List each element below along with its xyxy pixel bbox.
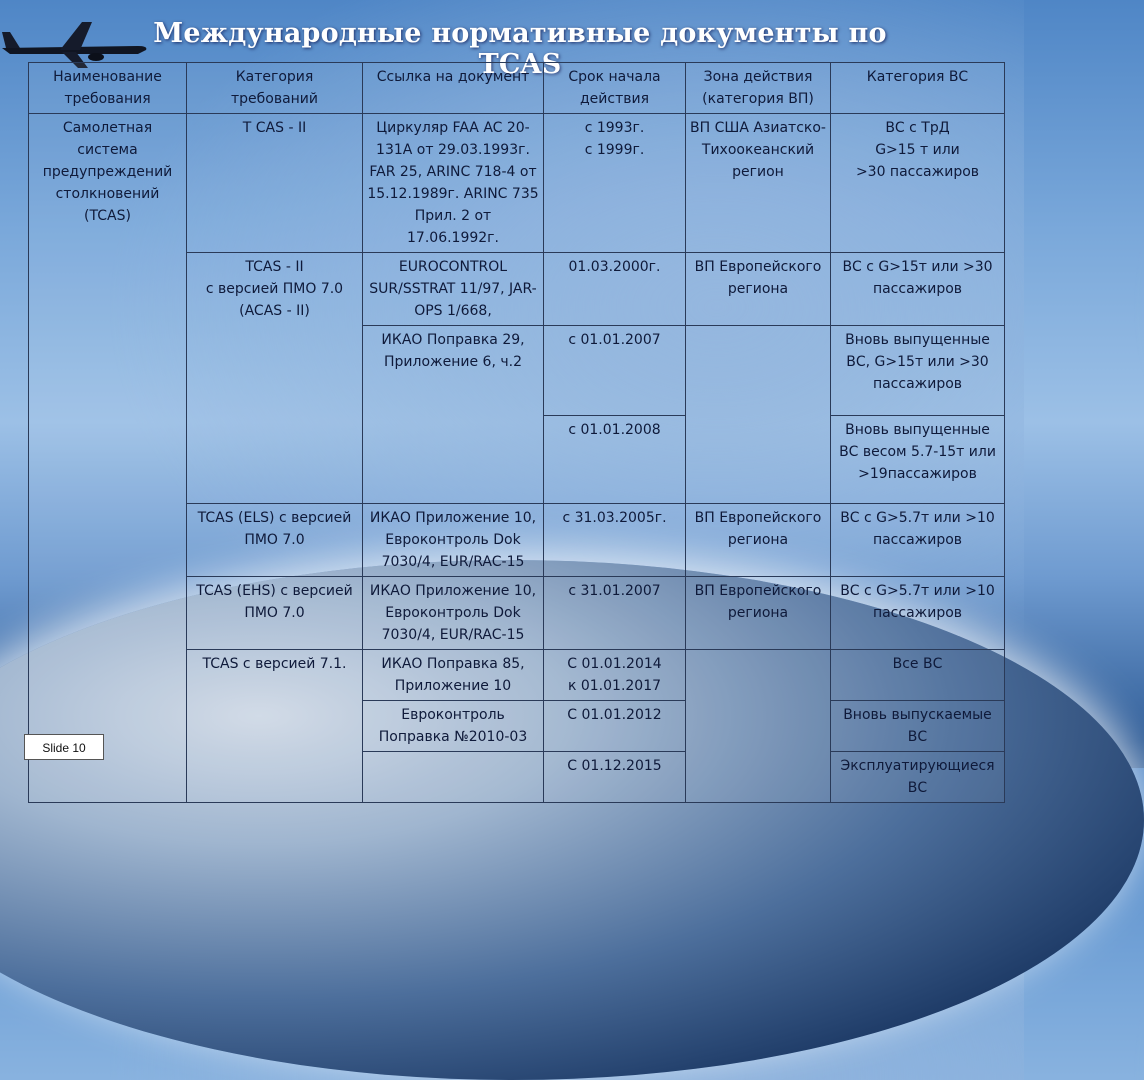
cell-zone [686,650,831,803]
header-start: Срок начала действия [544,63,686,114]
table-row [29,114,1005,253]
cell-start: с 31.03.2005г. [544,504,686,577]
cell-start: с 01.01.2007 [544,326,686,416]
cell-link: EUROCONTROL SUR/SSTRAT 11/97, JAR-OPS 1/668, [363,253,544,326]
cell-category: TCAS (EHS) с версией ПМО 7.0 [187,577,363,650]
start-date-line: с 1999г. [584,142,645,158]
cell-link: ИКАО Приложение 10, Евроконтроль Dok 7030/4, EUR/RAC-15 [363,504,544,577]
slide-number-label: Slide 10 [24,734,104,760]
cell-category: TCAS с версией 7.1. [187,650,363,803]
cell-aircraft: Все ВС [831,650,1005,701]
cell-start: с 31.01.2007 [544,577,686,650]
category-line: TCAS - II [245,259,304,275]
category-line: с версией ПМО 7.0 [205,281,344,297]
cell-aircraft [831,114,1005,253]
header-zone: Зона действия (категория ВП) [686,63,831,114]
header-link: Ссылка на документ [363,63,544,114]
header-category: Категория требований [187,63,363,114]
cell-aircraft: Эксплуатирующиеся ВС [831,752,1005,803]
cell-category: TCAS (ELS) с версией ПМО 7.0 [187,504,363,577]
cell-start [544,114,686,253]
cell-aircraft: Вновь выпускаемые ВС [831,701,1005,752]
page-title: Международные нормативные документы по TCAS [153,18,887,80]
cell-start: С 01.01.2012 [544,701,686,752]
cell-start: 01.03.2000г. [544,253,686,326]
cell-link: Евроконтроль Поправка №2010-03 [363,701,544,752]
cell-aircraft: ВС с G>5.7т или >10 пассажиров [831,504,1005,577]
cell-zone: ВП Европейского региона [686,504,831,577]
cell-link: Циркуляр FAA AC 20-131A от 29.03.1993г. FAR 25, ARINC 718-4 от 15.12.1989г. ARINC 735 Прил. 2 от 17.06.1992г. [363,114,544,253]
aircraft-line: ВС с ТрД [885,120,950,136]
cell-link: ИКАО Поправка 85, Приложение 10 [363,650,544,701]
cell-aircraft: Вновь выпущенные ВС весом 5.7-15т или >19пассажиров [831,416,1005,504]
aircraft-line: >30 пассажиров [855,164,980,180]
cell-requirement-name: Самолетная система предупреждений столкновений (TCAS) [29,114,187,803]
cell-link: ИКАО Приложение 10, Евроконтроль Dok 7030/4, EUR/RAC-15 [363,577,544,650]
cell-zone [686,326,831,504]
aircraft-line: G>15 т или [875,142,960,158]
table-header-row [29,63,1005,114]
cell-category [187,253,363,504]
cell-start: с 01.01.2008 [544,416,686,504]
start-date-line: с 1993г. [584,120,645,136]
header-name: Наименование требования [29,63,187,114]
cell-start [544,650,686,701]
cell-aircraft: Вновь выпущенные ВС, G>15т или >30 пассажиров [831,326,1005,416]
cell-link: ИКАО Поправка 29, Приложение 6, ч.2 [363,326,544,504]
cell-aircraft: ВС с G>5.7т или >10 пассажиров [831,577,1005,650]
header-aircraft: Категория ВС [831,63,1005,114]
cell-zone: ВП Европейского региона [686,577,831,650]
airplane-icon [0,8,150,68]
cell-start: С 01.12.2015 [544,752,686,803]
requirements-table [28,62,1005,803]
start-date-line: С 01.01.2014 [567,656,662,672]
cell-category: T CAS - II [187,114,363,253]
cell-zone: ВП США Азиатско-Тихоокеанский регион [686,114,831,253]
category-line: (ACAS - II) [239,303,310,319]
cell-aircraft: ВС с G>15т или >30 пассажиров [831,253,1005,326]
cell-link [363,752,544,803]
cell-zone: ВП Европейского региона [686,253,831,326]
start-date-line: к 01.01.2017 [567,678,662,694]
